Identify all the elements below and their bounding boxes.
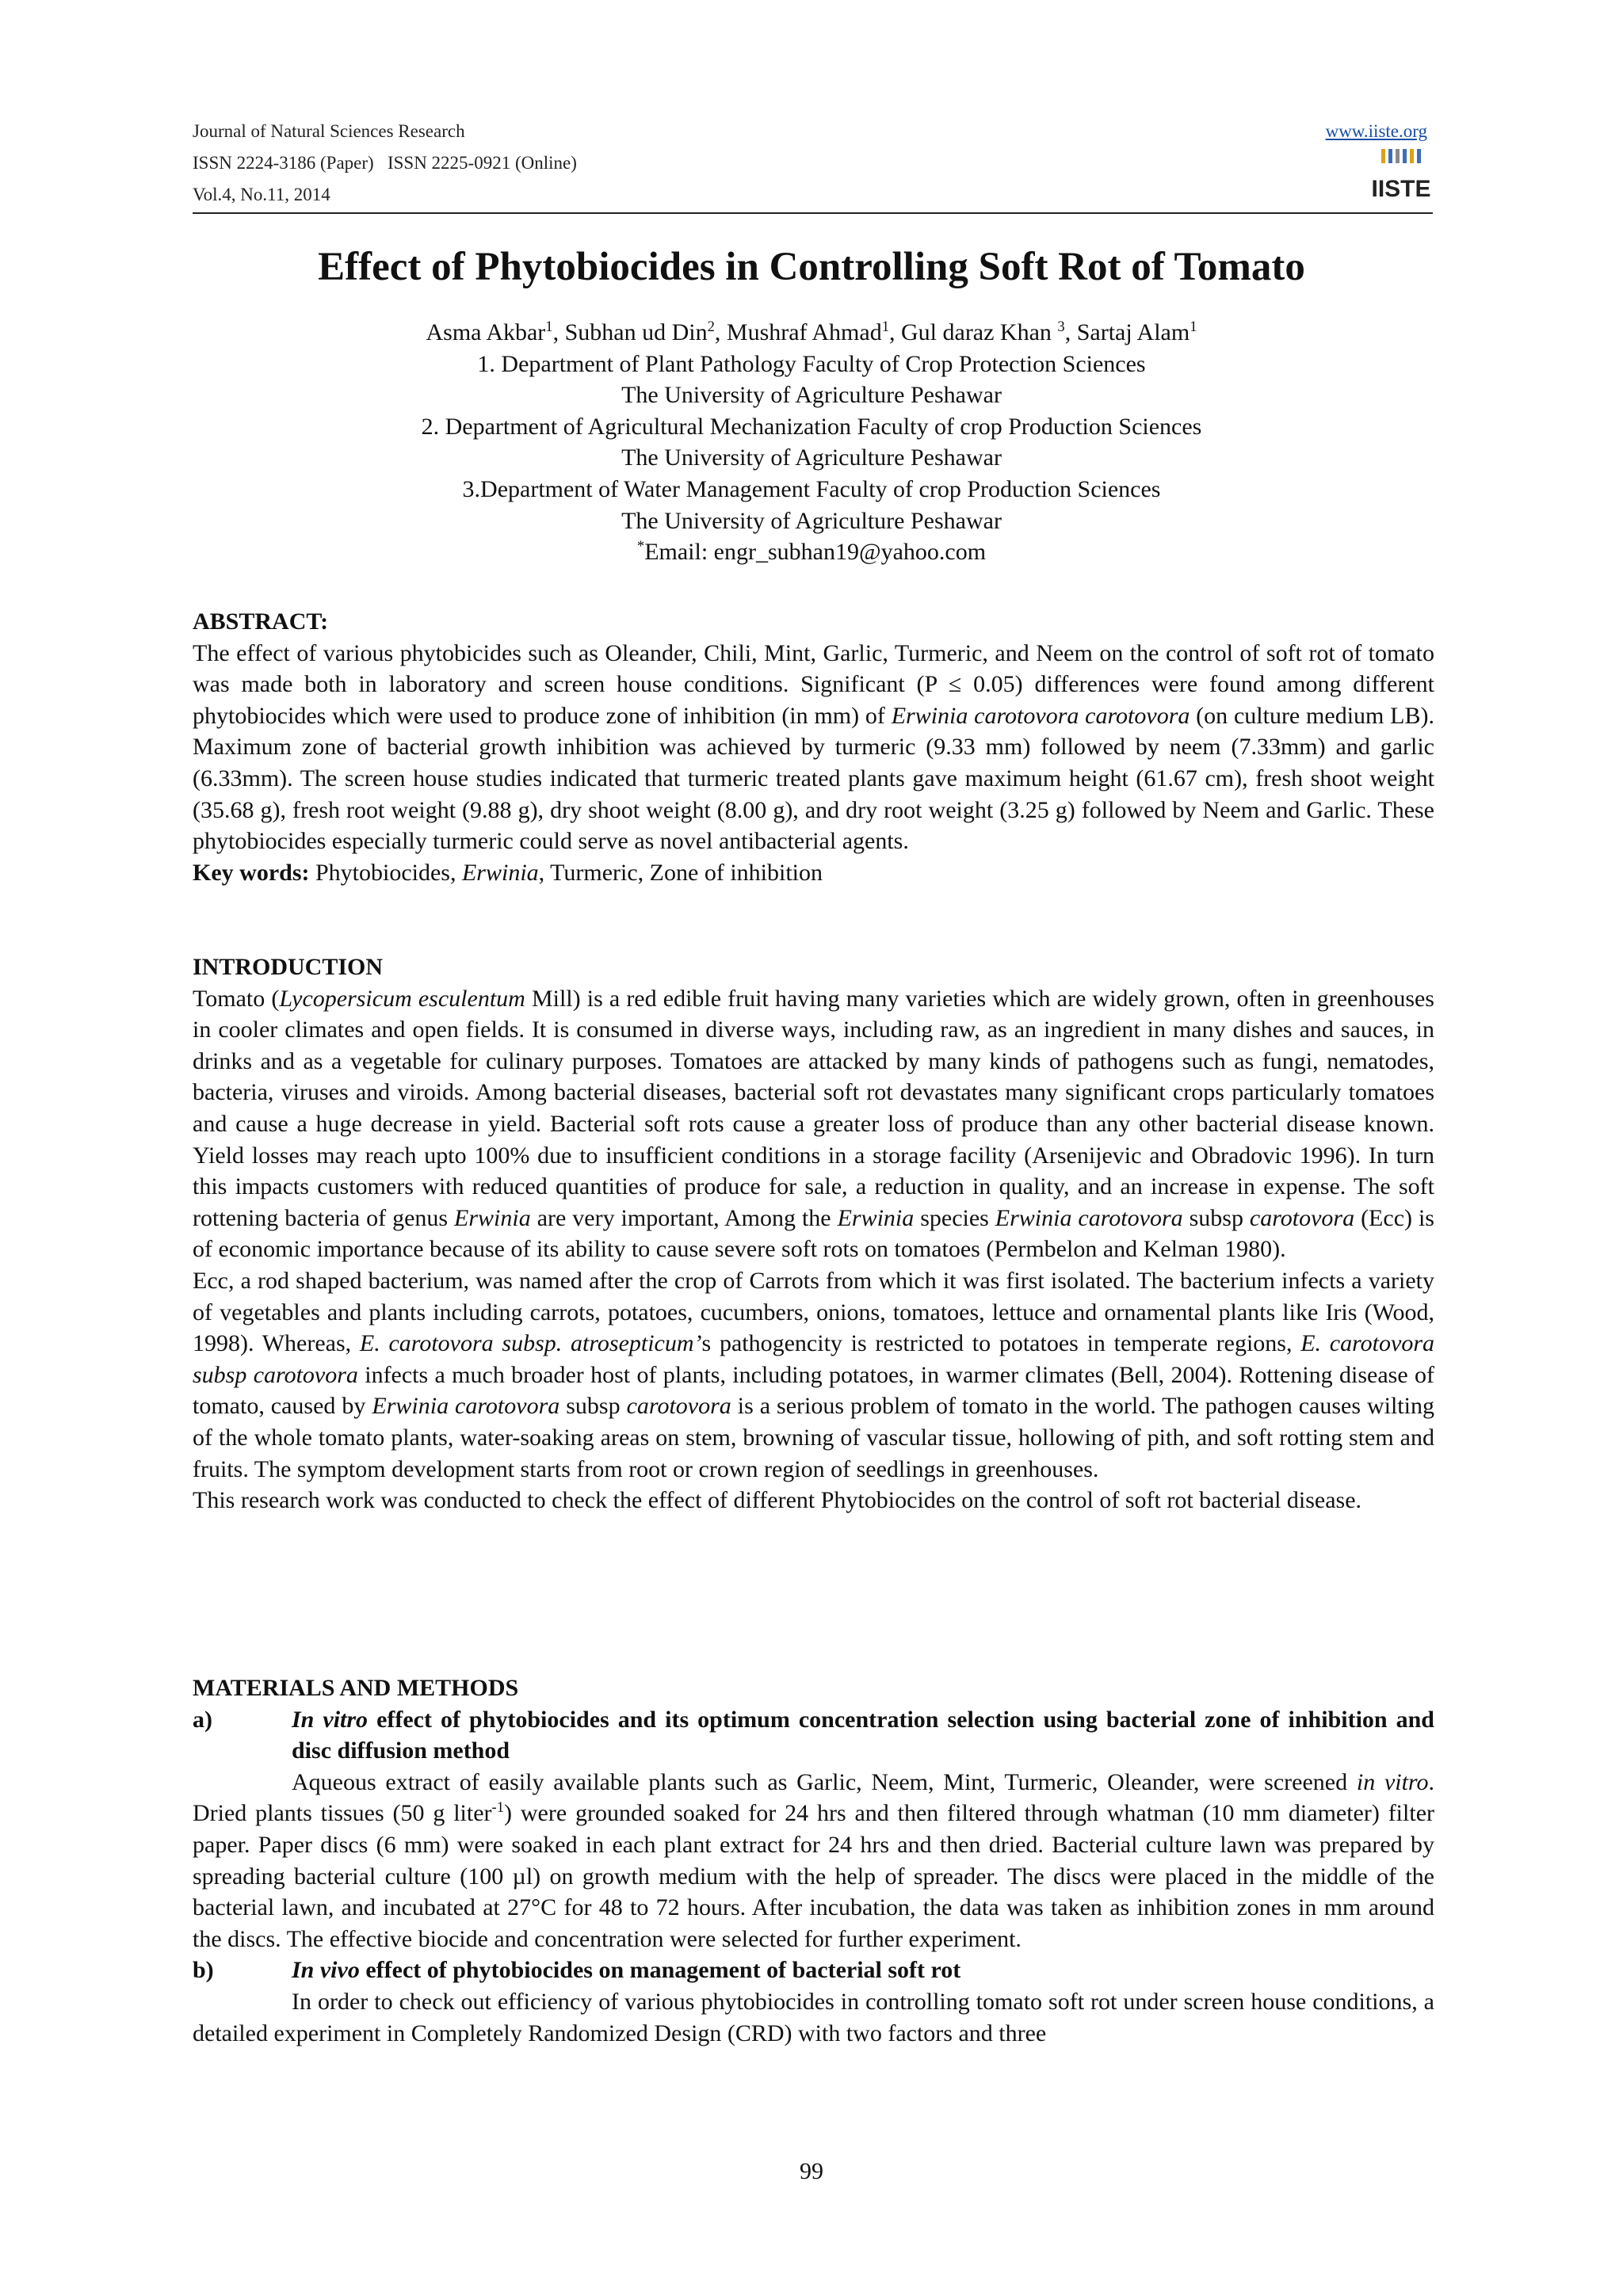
introduction-paragraph-2: Ecc, a rod shaped bacterium, was named after the crop of Carrots from which it was first isolated. The bacterium infects a variety of vegetables and plants including carrots, potatoes, cucumbers, onions, tomatoes, lettuce and ornamental plants like Iris (Wood, 1998). Whereas, E. carotovora subsp. atrosepticum’s pathogencity is restricted to potatoes in temperate regions, E. carotovora subsp carotovora infects a much broader host of plants, including potatoes, in warmer climates (Bell, 2004). Rottening disease of tomato, caused by Erwinia carotovora subsp carotovora is a serious problem of tomato in the world. The pathogen causes wilting of the whole tomato plants, water-soaking areas on stem, browning of vascular tissue, hollowing of pith, and soft rotting stem and fruits. The symptom development starts from root or crown region of seedlings in greenhouses.: [193, 1267, 1435, 1482]
methods-heading: MATERIALS AND METHODS: [193, 1675, 519, 1701]
introduction-section: [193, 952, 1434, 1516]
affiliation-3: 3.Department of Water Management Faculty of crop Production Sciences: [462, 475, 1161, 502]
journal-volume: Vol.4, No.11, 2014: [193, 185, 330, 204]
abstract-heading: ABSTRACT:: [193, 608, 329, 635]
abstract-section: [193, 606, 1434, 888]
methods-section: [193, 1672, 1434, 2049]
affiliation-3-university: The University of Agriculture Peshawar: [621, 507, 1002, 534]
subsection-a-paragraph: Aqueous extract of easily available plants such as Garlic, Neem, Mint, Turmeric, Oleander, were screened in vitro. Dried plants tissues (50 g liter$^{-1}$) were grounded soaked for 24 hrs and then filtered through whatman (10 mm diameter) filter paper. Paper discs (6 mm) were soaked in each plant extract for 24 hrs and then dried. Bacterial culture lawn was prepared by spreading bacterial culture (100 µl) on growth medium with the help of spreader. The discs were placed in the middle of the bacterial lawn, and incubated at 27°C for 48 to 72 hours. After incubation, the data was taken as inhibition zones in mm around the discs. The effective biocide and concentration were selected for further experiment.: [193, 1768, 1434, 1952]
paper-title: Effect of Phytobiocides in Controlling Soft Rot of Tomato: [318, 245, 1305, 289]
page-number: 99: [800, 2158, 823, 2184]
journal-header: [193, 116, 577, 211]
journal-url-link[interactable]: www.iiste.org: [1325, 121, 1427, 141]
abstract-text: The effect of various phytobicides such as Oleander, Chili, Mint, Garlic, Turmeric, and Neem on the control of soft rot of tomato was made both in laboratory and screen house conditions. Significant (P ≤ 0.05) differences were found among different phytobiocides which were used to produce zone of inhibition (in mm) of Erwinia carotovora carotovora (on culture medium LB). Maximum zone of bacterial growth inhibition was achieved by turmeric (9.33 mm) followed by neem (7.33mm) and garlic (6.33mm). The screen house studies indicated that turmeric treated plants gave maximum height (61.67 cm), fresh shoot weight (35.68 g), fresh root weight (9.88 g), dry shoot weight (8.00 g), and dry root weight (3.25 g) followed by Neem and Garlic. These phytobiocides especially turmeric could serve as novel antibacterial agents.: [193, 639, 1434, 855]
subsection-b-heading: b) In vivo effect of phytobiocides on management of bacterial soft rot: [193, 1957, 961, 1984]
corresponding-email: *Email: engr_subhan19@yahoo.com: [636, 538, 987, 566]
keywords: Key words: Phytobiocides, Erwinia, Turmeric, Zone of inhibition: [193, 859, 823, 886]
affiliation-1: 1. Department of Plant Pathology Faculty of Crop Protection Sciences: [477, 350, 1146, 377]
subsection-b-paragraph: In order to check out efficiency of various phytobiocides in controlling tomato soft rot under screen house conditions, a detailed experiment in Completely Randomized Design (CRD) with two factors and three: [193, 1988, 1434, 2046]
introduction-paragraph-3: This research work was conducted to check the effect of different Phytobiocides on the control of soft rot bacterial disease.: [193, 1487, 1362, 1514]
author-block: [0, 317, 1623, 568]
subsection-a-heading: a) In vitro effect of phytobiocides and its optimum concentration selection using bacterial zone of inhibition and disc diffusion method: [193, 1706, 1434, 1764]
affiliation-1-university: The University of Agriculture Peshawar: [621, 382, 1002, 409]
author-list: Asma Akbar$^1$, Subhan ud Din$^2$, Mushraf Ahmad$^1$, Gul daraz Khan $^3$, Sartaj Alam$^1$: [426, 318, 1197, 345]
journal-issn: ISSN 2224-3186 (Paper) ISSN 2225-0921 (Online): [193, 153, 577, 173]
introduction-heading: INTRODUCTION: [193, 954, 384, 980]
iiste-logo: [1371, 147, 1431, 204]
introduction-paragraph-1: Tomato (Lycopersicum esculentum Mill) is a red edible fruit having many varieties which are widely grown, often in greenhouses in cooler climates and open fields. It is consumed in diverse ways, including raw, as an ingredient in many dishes and sauces, in drinks and as a vegetable for culinary purposes. Tomatoes are attacked by many kinds of pathogens such as fungi, nematodes, bacteria, viruses and viroids. Among bacterial diseases, bacterial soft rot devastates many significant crops particularly tomatoes and cause a huge decrease in yield. Bacterial soft rots cause a greater loss of produce than any other bacterial disease known. Yield losses may reach upto 100% due to insufficient conditions in a storage facility (Arsenijevic and Obradovic 1996). In turn this impacts customers with reduced quantities of produce for sale, a reduction in quality, and an increase in expense. The soft rottening bacteria of genus Erwinia are very important, Among the Erwinia species Erwinia carotovora subsp carotovora (Ecc) is of economic importance because of its ability to cause severe soft rots on tomatoes (Permbelon and Kelman 1980).: [193, 985, 1434, 1263]
affiliation-2-university: The University of Agriculture Peshawar: [621, 444, 1002, 471]
header-rule: [193, 212, 1433, 214]
logo-lettering: IISTE: [1371, 176, 1431, 202]
affiliation-2: 2. Department of Agricultural Mechanization Faculty of crop Production Sciences: [421, 413, 1202, 440]
journal-name: Journal of Natural Sciences Research: [193, 121, 465, 141]
